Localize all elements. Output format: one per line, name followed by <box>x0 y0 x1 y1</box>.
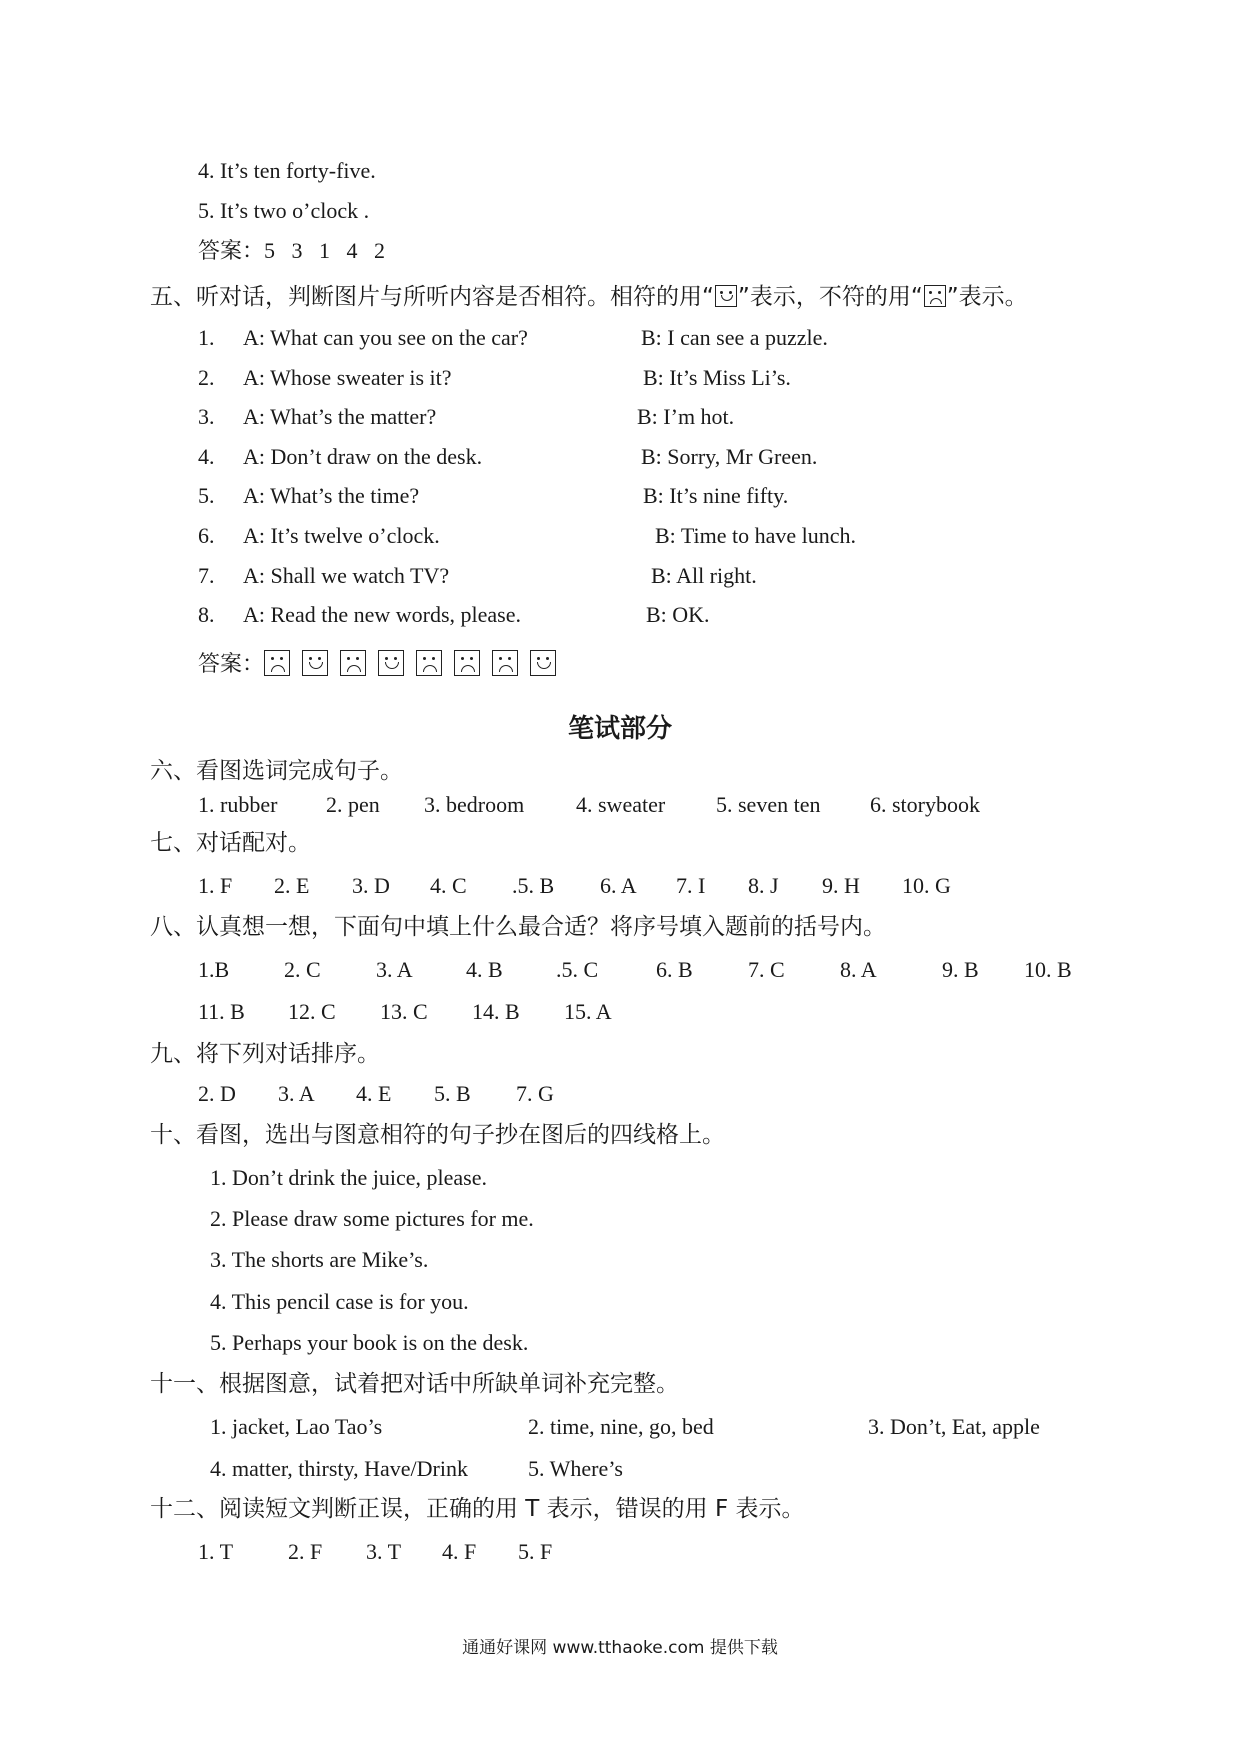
sentence-answer: 1. Don’t drink the juice, please. <box>210 1165 487 1190</box>
answer-item: .5. B <box>512 873 555 898</box>
dialogue-line-a: A: Don’t draw on the desk. <box>243 444 483 469</box>
dialogue-line-a: A: What’s the matter? <box>243 404 437 429</box>
dialogue-line-b: B: Sorry, Mr Green. <box>641 444 818 469</box>
dialogue-line-a: A: Read the new words, please. <box>243 602 521 627</box>
answer-item: 13. C <box>380 999 428 1024</box>
answer-item: 1. jacket, Lao Tao’s <box>210 1414 383 1439</box>
answer-item: 4. matter, thirsty, Have/Drink <box>210 1456 468 1481</box>
answer-item: 3. Don’t, Eat, apple <box>868 1414 1040 1439</box>
written-part-title: 笔试部分 <box>567 714 672 744</box>
answer-item: 2. C <box>284 957 321 982</box>
dialogue-number: 2. <box>198 365 215 390</box>
sad-face-icon <box>340 650 366 676</box>
answer-item: 8. J <box>748 873 779 898</box>
dialogue-line-a: A: Shall we watch TV? <box>243 563 450 588</box>
dialogue-line-a: A: It’s twelve o’clock. <box>243 523 440 548</box>
dialogue-number: 8. <box>198 602 215 627</box>
answer-item: 5. B <box>434 1081 471 1106</box>
dialogue-number: 1. <box>198 325 215 350</box>
answer-item: 8. A <box>840 957 877 982</box>
dialogue-number: 3. <box>198 404 215 429</box>
answer-item: 7. C <box>748 957 785 982</box>
answer-item: 2. time, nine, go, bed <box>528 1414 714 1439</box>
answer-item: 6. B <box>656 957 693 982</box>
smiley-face-icon <box>530 650 556 676</box>
listening-answer-line-4: 4. It’s ten forty-five. <box>198 158 376 183</box>
answer-item: 10. B <box>1024 957 1072 982</box>
section-7-heading: 七、对话配对。 <box>150 830 311 856</box>
answer-label: 答案： <box>198 239 265 264</box>
answer-item: 14. B <box>472 999 520 1024</box>
dialogue-number: 6. <box>198 523 215 548</box>
dialogue-line-b: B: It’s nine fifty. <box>643 483 789 508</box>
sad-face-icon <box>264 650 290 676</box>
dialogue-line-b: B: It’s Miss Li’s. <box>643 365 791 390</box>
answer-item: 2. pen <box>326 792 380 817</box>
answer-item: 9. B <box>942 957 979 982</box>
answer-item: 15. A <box>564 999 612 1024</box>
answer-item: 10. G <box>902 873 951 898</box>
footer-source-note: 通通好课网 www.tthaoke.com 提供下载 <box>462 1638 778 1658</box>
sad-face-icon <box>924 285 946 307</box>
section-5-heading-part-c: ”表示。 <box>946 284 1028 310</box>
section-5-heading <box>150 283 1028 311</box>
answer-item: 3. bedroom <box>424 792 525 817</box>
smiley-face-icon <box>378 650 404 676</box>
answer-item: 5. seven ten <box>716 792 821 817</box>
answer-item: 1. rubber <box>198 792 278 817</box>
sentence-answer: 4. This pencil case is for you. <box>210 1289 469 1314</box>
section-5-heading-part-b: ”表示，不符的用“ <box>737 284 923 310</box>
listening-answer-line-5: 5. It’s two o’clock . <box>198 198 370 223</box>
answer-item: 3. A <box>376 957 413 982</box>
dialogue-line-a: A: What’s the time? <box>243 483 420 508</box>
section-8-heading: 八、认真想一想，下面句中填上什么最合适？将序号填入题前的括号内。 <box>150 914 886 940</box>
answer-item: 4. C <box>430 873 467 898</box>
answer-item: 3. A <box>278 1081 315 1106</box>
answer-item: 3. D <box>352 873 390 898</box>
answer-item: 2. D <box>198 1081 236 1106</box>
dialogue-number: 5. <box>198 483 215 508</box>
answer-item: 9. H <box>822 873 860 898</box>
section-10-heading: 十、看图，选出与图意相符的句子抄在图后的四线格上。 <box>150 1122 725 1148</box>
answer-faces <box>264 651 568 676</box>
sad-face-icon <box>454 650 480 676</box>
smiley-face-icon <box>302 650 328 676</box>
answer-item: .5. C <box>556 957 599 982</box>
dialogue-line-b: B: Time to have lunch. <box>655 523 857 548</box>
answer-item: 6. storybook <box>870 792 980 817</box>
answer-item: 5. Where’s <box>528 1456 623 1481</box>
dialogue-line-b: B: All right. <box>651 563 757 588</box>
dialogue-line-a: A: What can you see on the car? <box>243 325 528 350</box>
section-11-heading: 十一、根据图意，试着把对话中所缺单词补充完整。 <box>150 1371 679 1397</box>
dialogue-line-b: B: I can see a puzzle. <box>641 325 828 350</box>
dialogue-number: 4. <box>198 444 215 469</box>
dialogue-line-b: B: OK. <box>646 602 710 627</box>
sad-face-icon <box>416 650 442 676</box>
answer-item: 6. A <box>600 873 637 898</box>
answer-item: 12. C <box>288 999 336 1024</box>
answer-label: 答案： <box>198 652 265 677</box>
answer-item: 3. T <box>366 1539 402 1564</box>
answer-item: 4. E <box>356 1081 392 1106</box>
answer-item: 7. I <box>676 873 706 898</box>
sad-face-icon <box>492 650 518 676</box>
answer-item: 1. F <box>198 873 233 898</box>
section-5-answer-row <box>198 650 568 679</box>
dialogue-line-a: A: Whose sweater is it? <box>243 365 452 390</box>
section-5-heading-part-a: 五、听对话，判断图片与所听内容是否相符。相符的用“ <box>150 284 714 310</box>
dialogue-line-b: B: I’m hot. <box>637 404 735 429</box>
answer-item: 1.B <box>198 957 230 982</box>
dialogue-number: 7. <box>198 563 215 588</box>
answer-values: 5 3 1 4 2 <box>264 238 386 263</box>
answer-row <box>198 237 385 266</box>
answer-item: 7. G <box>516 1081 554 1106</box>
answer-item: 1. T <box>198 1539 234 1564</box>
answer-item: 4. F <box>442 1539 477 1564</box>
smiley-face-icon <box>715 285 737 307</box>
section-6-heading: 六、看图选词完成句子。 <box>150 758 403 784</box>
sentence-answer: 3. The shorts are Mike’s. <box>210 1247 429 1272</box>
answer-item: 2. F <box>288 1539 323 1564</box>
answer-item: 5. F <box>518 1539 553 1564</box>
answer-item: 4. B <box>466 957 503 982</box>
sentence-answer: 2. Please draw some pictures for me. <box>210 1206 534 1231</box>
section-9-heading: 九、将下列对话排序。 <box>150 1041 380 1067</box>
sentence-answer: 5. Perhaps your book is on the desk. <box>210 1330 529 1355</box>
answer-item: 4. sweater <box>576 792 666 817</box>
answer-item: 2. E <box>274 873 310 898</box>
answer-item: 11. B <box>198 999 245 1024</box>
section-12-heading: 十二、阅读短文判断正误，正确的用 T 表示，错误的用 F 表示。 <box>150 1496 805 1522</box>
